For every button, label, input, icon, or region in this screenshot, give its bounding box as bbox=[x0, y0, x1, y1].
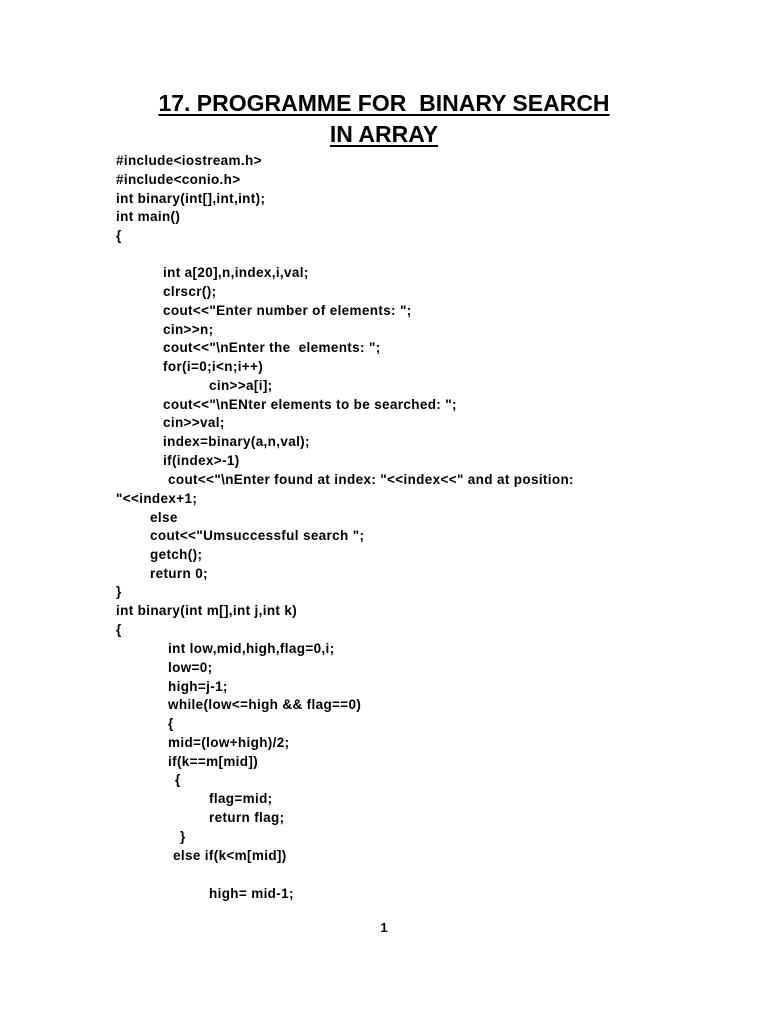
code-line: cout<<"Umsuccessful search "; bbox=[150, 528, 365, 543]
code-line: cin>>n; bbox=[163, 322, 214, 337]
page-title bbox=[0, 90, 768, 116]
code-line: if(index>-1) bbox=[163, 453, 240, 468]
code-line: { bbox=[116, 622, 122, 637]
code-line: cout<<"\nEnter found at index: "<<index<<" and at position: bbox=[168, 472, 574, 487]
code-line: if(k==m[mid]) bbox=[168, 754, 259, 769]
code-line: low=0; bbox=[168, 660, 213, 675]
code-line: cin>>val; bbox=[163, 415, 225, 430]
code-line: for(i=0;i<n;i++) bbox=[163, 359, 264, 374]
code-line: int binary(int m[],int j,int k) bbox=[116, 603, 298, 618]
page-number: 1 bbox=[380, 920, 388, 935]
page-title-continued bbox=[0, 121, 768, 147]
code-line: while(low<=high && flag==0) bbox=[168, 697, 362, 712]
code-line: int a[20],n,index,i,val; bbox=[163, 265, 309, 280]
code-line: int main() bbox=[116, 209, 181, 224]
code-line: { bbox=[116, 228, 122, 243]
code-line: high= mid-1; bbox=[209, 886, 294, 901]
code-line: return flag; bbox=[209, 810, 285, 825]
code-line: #include<conio.h> bbox=[116, 172, 241, 187]
code-line: clrscr(); bbox=[163, 284, 217, 299]
code-line: int binary(int[],int,int); bbox=[116, 191, 266, 206]
code-line: flag=mid; bbox=[209, 791, 273, 806]
code-line: return 0; bbox=[150, 566, 208, 581]
code-line: } bbox=[116, 584, 122, 599]
code-line: } bbox=[180, 829, 186, 844]
title-line-2: IN ARRAY bbox=[329, 121, 439, 147]
code-line: else if(k<m[mid]) bbox=[173, 848, 287, 863]
code-line: else bbox=[150, 510, 178, 525]
code-line: index=binary(a,n,val); bbox=[163, 434, 310, 449]
title-line-1: 17. PROGRAMME FOR BINARY SEARCH bbox=[158, 90, 610, 116]
code-line: mid=(low+high)/2; bbox=[168, 735, 290, 750]
code-line: { bbox=[175, 772, 181, 787]
code-line: int low,mid,high,flag=0,i; bbox=[168, 641, 335, 656]
code-line: cout<<"\nEnter the elements: "; bbox=[163, 340, 381, 355]
code-line: cin>>a[i]; bbox=[209, 378, 273, 393]
code-line: cout<<"\nENter elements to be searched: "; bbox=[163, 397, 457, 412]
code-line: getch(); bbox=[150, 547, 203, 562]
code-line: #include<iostream.h> bbox=[116, 153, 262, 168]
code-line: { bbox=[168, 716, 174, 731]
code-line: high=j-1; bbox=[168, 679, 228, 694]
code-line: "<<index+1; bbox=[116, 491, 198, 506]
code-line: cout<<"Enter number of elements: "; bbox=[163, 303, 412, 318]
